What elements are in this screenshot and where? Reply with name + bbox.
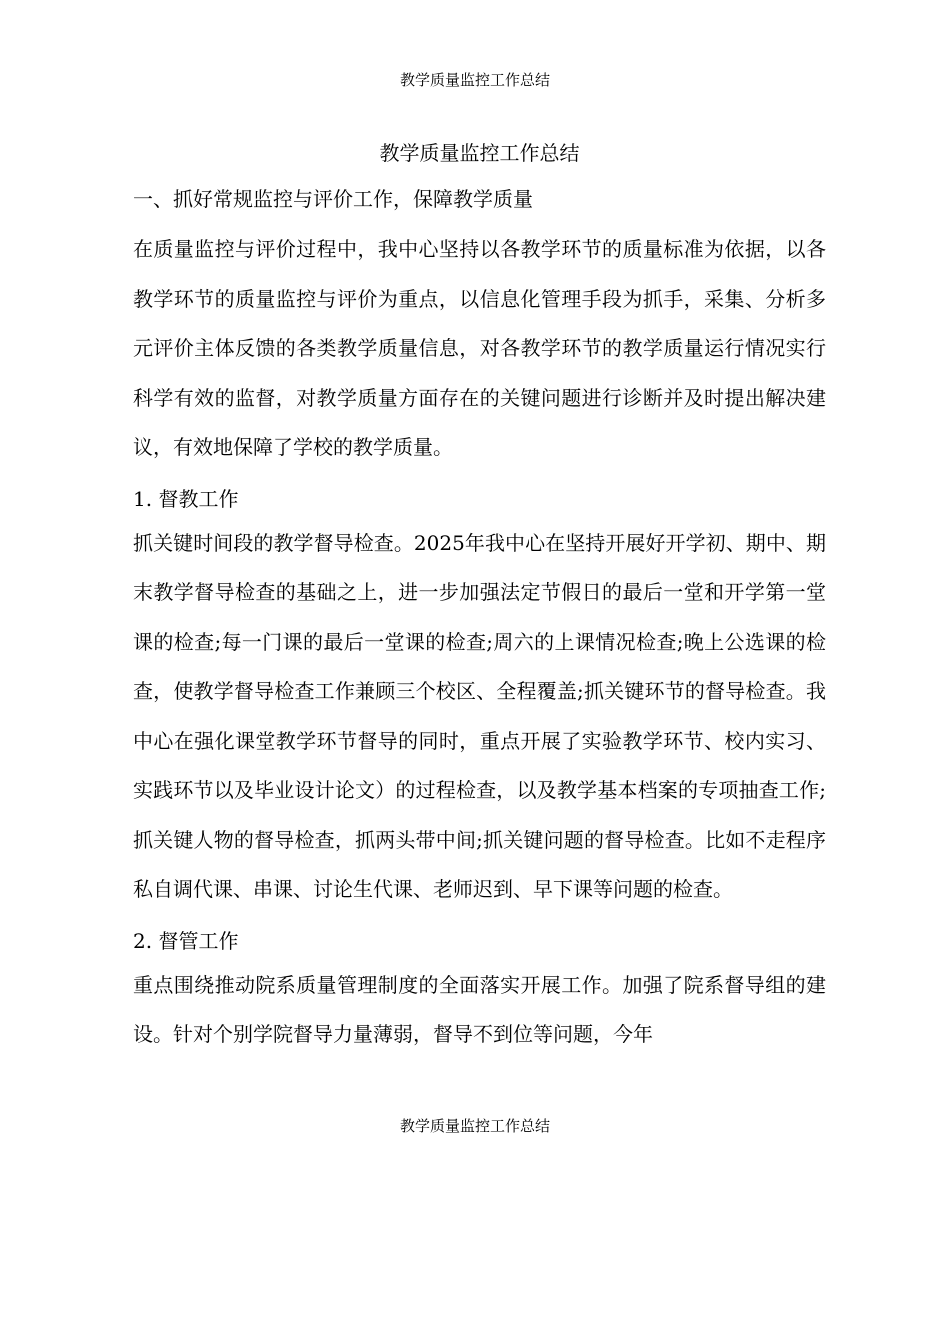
page-footer: 教学质量监控工作总结 xyxy=(399,1117,550,1135)
document-title: 教学质量监控工作总结 xyxy=(379,141,580,165)
page-header: 教学质量监控工作总结 xyxy=(399,71,550,89)
subsection-heading-supervise-teaching: 1. 督教工作 xyxy=(133,486,239,511)
document-body xyxy=(133,133,826,1066)
section-heading-1: 一、抓好常规监控与评价工作，保障教学质量 xyxy=(133,187,533,211)
section-1-paragraph: 在质量监控与评价过程中，我中心坚持以各教学环节的质量标准为依据，以各教学环节的质量监控与评价为重点，以信息化管理手段为抓手，采集、分析多元评价主体反馈的各类教学质量信息，对各教学环节的教学质量运行情况实行科学有效的监督，对教学质量方面存在的关键问题进行诊断并及时提出解决建议，有效地保障了学校的教学质量。 xyxy=(133,237,826,459)
subsection-2-paragraph: 重点围绕推动院系质量管理制度的全面落实开展工作。加强了院系督导组的建设。针对个别学院督导力量薄弱，督导不到位等问题，今年 xyxy=(133,972,826,1046)
subsection-heading-supervise-management: 2. 督管工作 xyxy=(133,928,239,953)
subsection-1-paragraph: 抓关键时间段的教学督导检查。2025年我中心在坚持开展好开学初、期中、期末教学督导检查的基础之上，进一步加强法定节假日的最后一堂和开学第一堂课的检查;每一门课的最后一堂课的检查;周六的上课情况检查;晚上公选课的检查，使教学督导检查工作兼顾三个校区、全程覆盖;抓关键环节的督导检查。我中心在强化课堂教学环节督导的同时，重点开展了实验教学环节、校内实习、实践环节以及毕业设计论文）的过程检查，以及教学基本档案的专项抽查工作;抓关键人物的督导检查，抓两头带中间;抓关键问题的督导检查。比如不走程序私自调代课、串课、讨论生代课、老师迟到、早下课等问题的检查。 xyxy=(133,530,826,901)
